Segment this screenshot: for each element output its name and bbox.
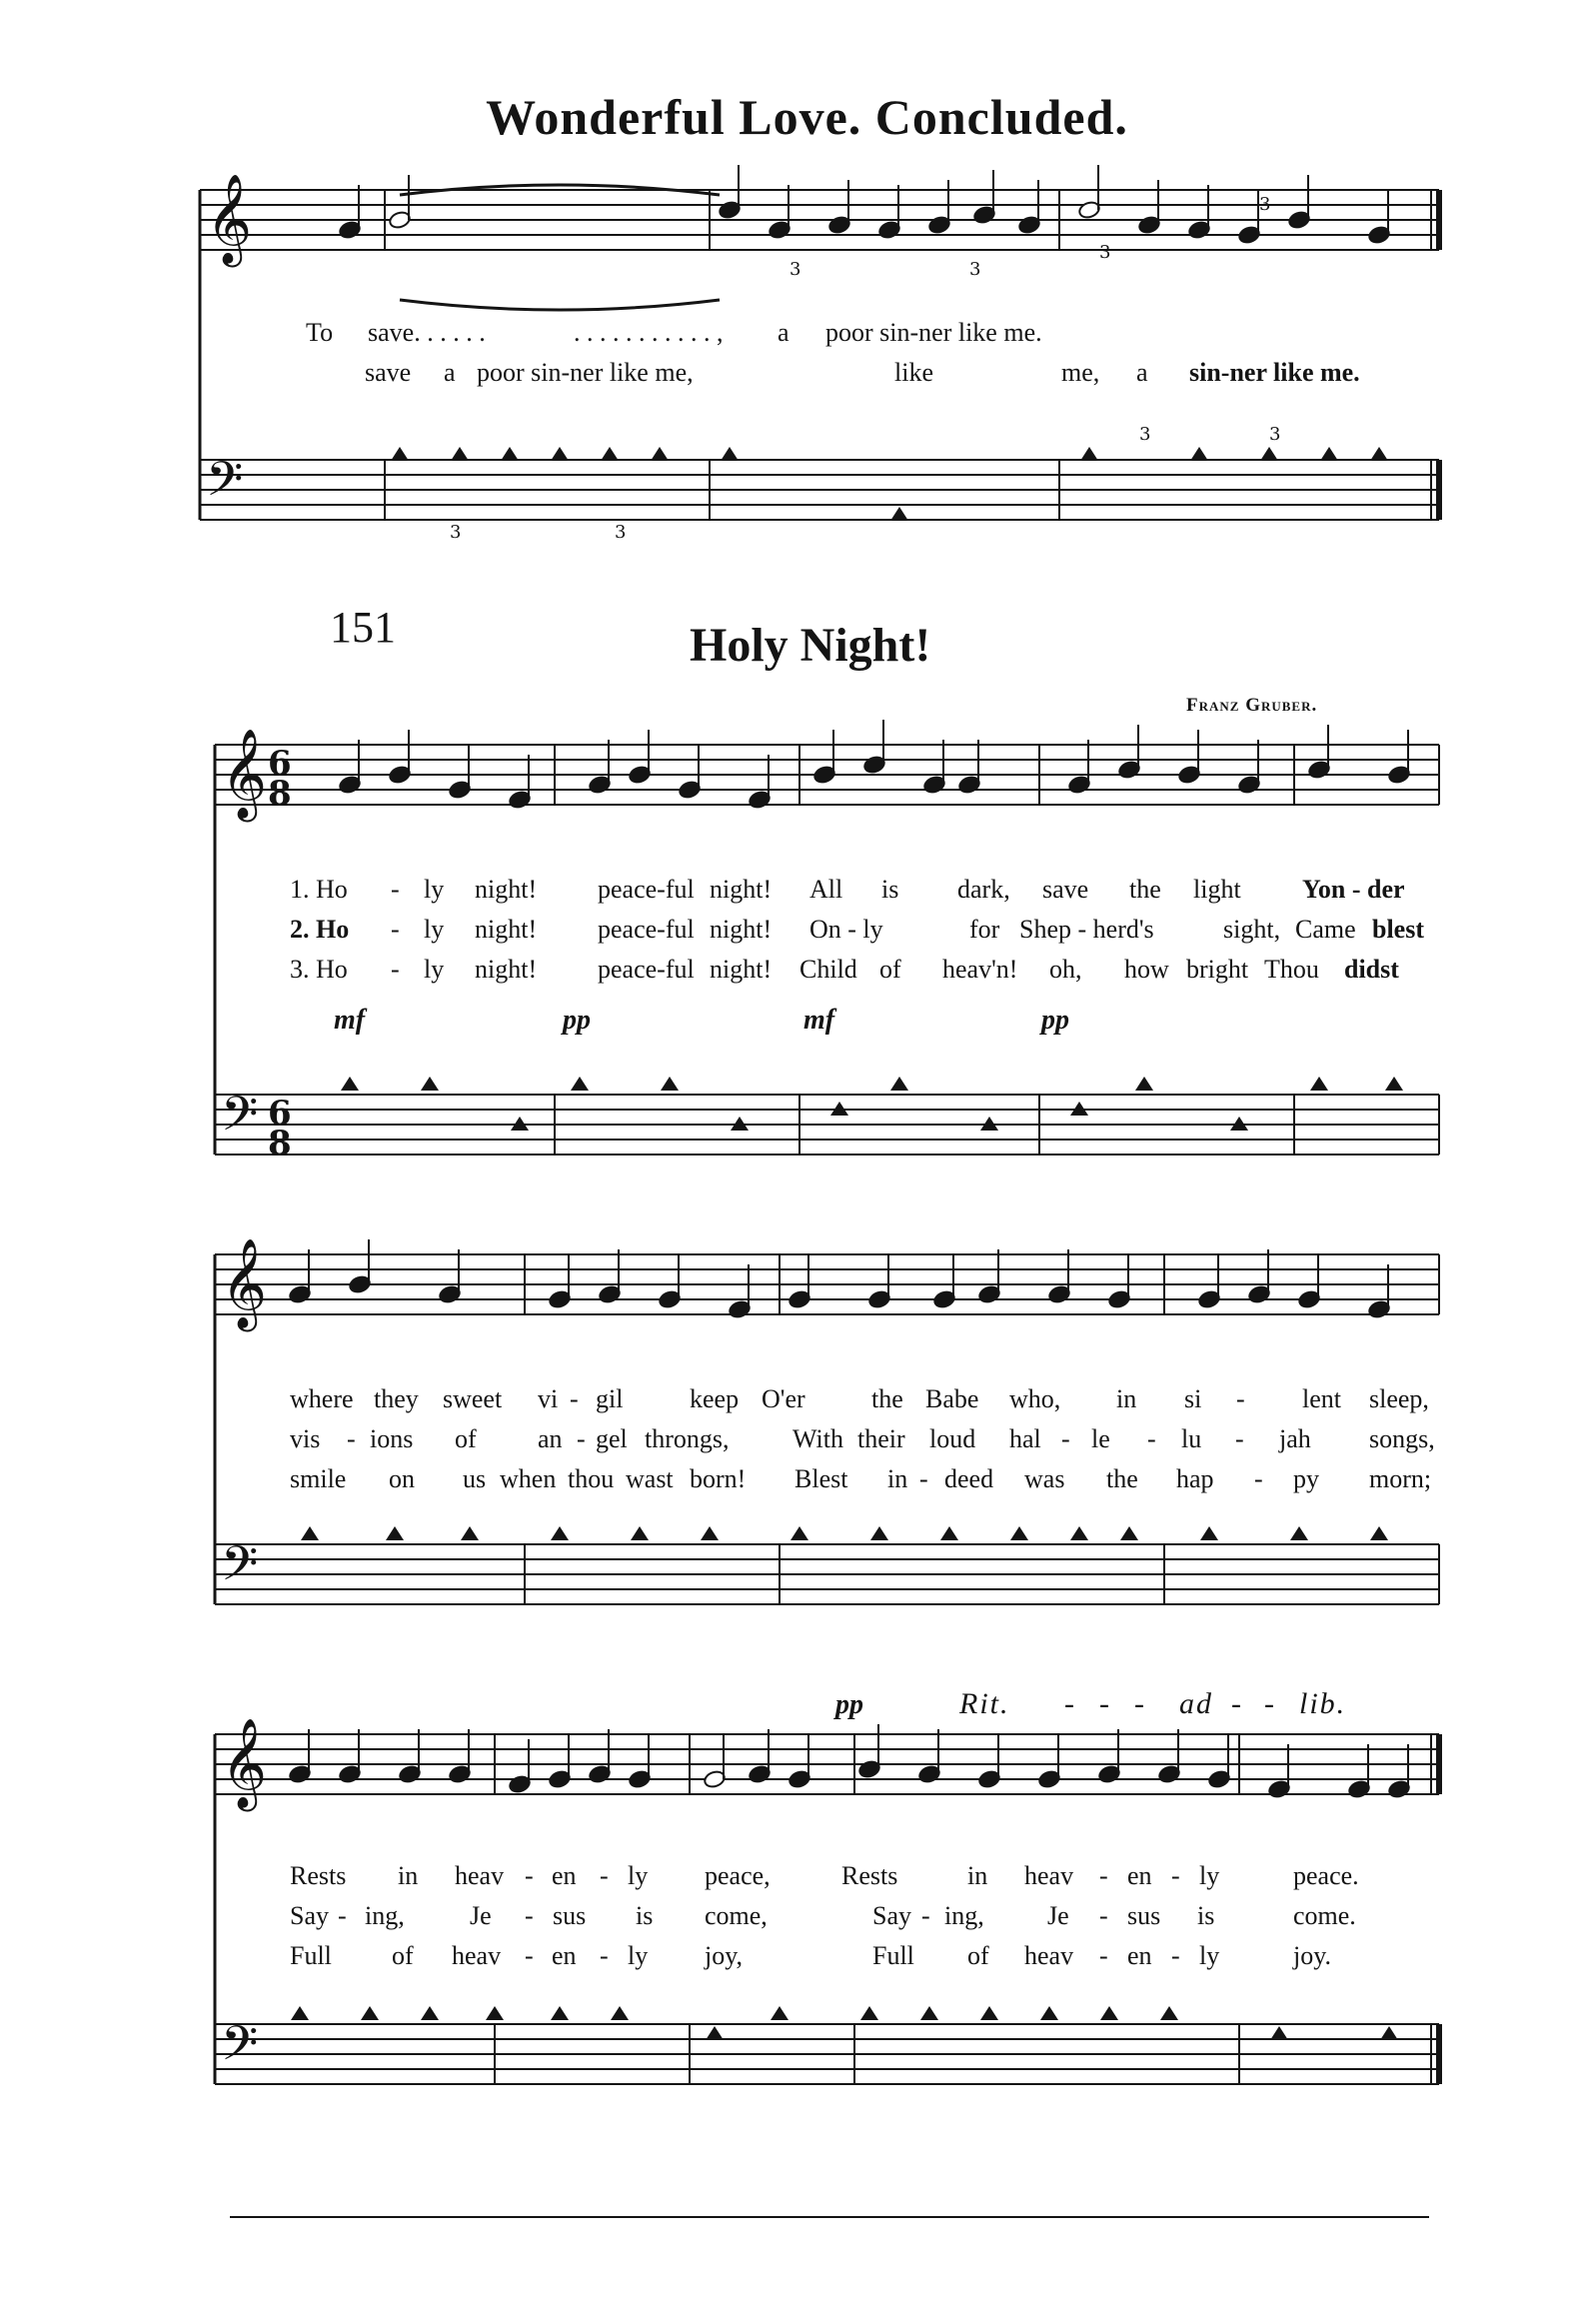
bass-note: [551, 447, 569, 461]
lyric-word: smile: [290, 1464, 347, 1493]
lyric-word: -: [525, 1901, 534, 1930]
lyric-word: Thou: [1264, 955, 1319, 984]
lyric-word: in: [887, 1464, 908, 1493]
lyric-word: ly: [628, 1861, 649, 1890]
treble-clef: 𝄞: [221, 1718, 268, 1808]
time-signature-top: 6: [268, 744, 292, 784]
lyric-word: of: [392, 1941, 414, 1970]
lyric-word: light: [1193, 875, 1241, 904]
lyric-word: -: [391, 955, 400, 984]
lyric-word: save. . . . . .: [368, 318, 486, 347]
bass-note: [706, 2026, 724, 2040]
lyric-word: -: [919, 1464, 928, 1493]
lyric-word: -: [1099, 1861, 1108, 1890]
lyric-word: a: [778, 318, 789, 347]
lyric-word: save: [1042, 875, 1089, 904]
lyric-word: they: [374, 1384, 419, 1413]
lyric-word: sus: [1127, 1901, 1161, 1930]
lyric-word: ly: [1199, 1861, 1220, 1890]
lyric-word: peace.: [1293, 1861, 1359, 1890]
bass-note: [301, 1526, 319, 1540]
bass-note: [551, 1526, 569, 1540]
lyric-word: poor sin-ner like me.: [825, 318, 1042, 347]
lyric-word: is: [881, 875, 899, 904]
lyric-word: 3. Ho: [290, 955, 348, 984]
triplet-mark: 3: [969, 259, 981, 280]
lyric-word: -: [600, 1941, 609, 1970]
bass-note: [1040, 2006, 1058, 2020]
lyric-word: en: [552, 1861, 577, 1890]
lyric-word: in: [1116, 1384, 1137, 1413]
lyric-word: night!: [710, 915, 773, 944]
page-title-wonderful-love: Wonderful Love. Concluded.: [486, 89, 1128, 145]
treble-clef: 𝄞: [206, 174, 253, 264]
lyric-word: Came: [1295, 915, 1356, 944]
bass-note: [486, 2006, 504, 2020]
lyric-word: On - ly: [809, 915, 883, 944]
lyric-word: -: [525, 1941, 534, 1970]
bass-note: [860, 2006, 878, 2020]
bass-note: [601, 447, 619, 461]
lyric-word: the: [1129, 875, 1161, 904]
lyric-word: Blest: [794, 1464, 848, 1493]
lyric-word: a: [444, 358, 456, 387]
triplet-mark: 3: [1099, 242, 1111, 263]
lyric-word: when: [500, 1464, 557, 1493]
lyric-word: -: [391, 875, 400, 904]
lyric-word: in: [967, 1861, 988, 1890]
lyric-word: lent: [1302, 1384, 1341, 1413]
bass-note: [501, 447, 519, 461]
dynamic-pp: pp: [835, 1689, 863, 1720]
lyric-word: who,: [1009, 1384, 1061, 1413]
lyric-word: -: [1099, 1941, 1108, 1970]
lyric-word: us: [463, 1464, 487, 1493]
lyric-word: peace,: [705, 1861, 771, 1890]
bass-note: [1120, 1526, 1138, 1540]
ritardando-dash: -: [1099, 1687, 1111, 1720]
lyric-word: for: [969, 915, 1000, 944]
bass-note: [611, 2006, 629, 2020]
lyric-word: is: [636, 1901, 654, 1930]
lyric-word: -: [577, 1424, 586, 1453]
lyric-word: lu: [1181, 1424, 1202, 1453]
lyric-word: blest: [1372, 915, 1424, 944]
lyric-word: -: [347, 1424, 356, 1453]
bass-clef: 𝄢: [221, 2015, 259, 2083]
bass-note: [421, 1077, 439, 1091]
bass-note: [1290, 1526, 1308, 1540]
lyric-word: -: [1061, 1424, 1070, 1453]
lyric-word: Child: [799, 955, 857, 984]
bass-note: [341, 1077, 359, 1091]
ad-libitum-marking: lib.: [1299, 1687, 1347, 1720]
bass-note: [1320, 447, 1338, 461]
lyric-word: Je: [470, 1901, 492, 1930]
lyric-word: loud: [929, 1424, 976, 1453]
lyric-word: night!: [475, 915, 538, 944]
lyric-word: is: [1197, 1901, 1215, 1930]
lyric-word: songs,: [1369, 1424, 1435, 1453]
ritardando-dash: -: [1064, 1687, 1076, 1720]
lyric-word: ly: [424, 955, 445, 984]
lyric-word: ions: [370, 1424, 414, 1453]
dynamic-pp: pp: [563, 1005, 591, 1036]
triplet-mark: 3: [1259, 194, 1271, 215]
bass-note: [771, 2006, 788, 2020]
time-signature-top: 6: [268, 1094, 292, 1134]
lyric-word: throngs,: [645, 1424, 730, 1453]
lyric-word: -: [525, 1861, 534, 1890]
ad-libitum-marking: ad: [1179, 1687, 1213, 1720]
lyric-word: 1. Ho: [290, 875, 348, 904]
lyric-word: -: [1147, 1424, 1156, 1453]
lyric-word: thou: [568, 1464, 615, 1493]
lyric-word: vi: [538, 1384, 559, 1413]
lyric-word: keep: [690, 1384, 740, 1413]
lyric-word: heav: [1024, 1861, 1074, 1890]
bass-note: [870, 1526, 888, 1540]
lyric-word: -: [338, 1901, 347, 1930]
lyric-word: born!: [690, 1464, 747, 1493]
lyric-word: night!: [710, 955, 773, 984]
bass-note: [721, 447, 739, 461]
bass-note: [890, 507, 908, 521]
lyric-word: Full: [290, 1941, 332, 1970]
lyric-word: -: [1254, 1464, 1263, 1493]
bass-note: [1310, 1077, 1328, 1091]
lyric-word: Babe: [925, 1384, 979, 1413]
bass-note: [1200, 1526, 1218, 1540]
lyric-word: -: [1171, 1861, 1180, 1890]
lyric-word: their: [857, 1424, 905, 1453]
bass-note: [1260, 447, 1278, 461]
lyric-word: -: [1236, 1384, 1245, 1413]
lyric-word: heav: [452, 1941, 502, 1970]
hymn-title: Holy Night!: [690, 619, 931, 672]
lyric-word: wast: [626, 1464, 674, 1493]
lyric-word: Shep - herd's: [1019, 915, 1154, 944]
lyric-word: ly: [628, 1941, 649, 1970]
lyric-word: joy,: [705, 1941, 744, 1970]
lyric-word: gel: [596, 1424, 628, 1453]
bass-note: [661, 1077, 679, 1091]
lyric-word: sight,: [1223, 915, 1281, 944]
bass-note: [571, 1077, 589, 1091]
lyric-word: Rests: [290, 1861, 347, 1890]
lyric-word: the: [871, 1384, 903, 1413]
lyric-word: ing,: [944, 1901, 984, 1930]
bass-note: [361, 2006, 379, 2020]
lyric-word: 2. Ho: [290, 915, 350, 944]
lyric-word: of: [879, 955, 901, 984]
lyric-word: ly: [1199, 1941, 1220, 1970]
lyric-word: come.: [1293, 1901, 1356, 1930]
lyric-word: morn;: [1369, 1464, 1432, 1493]
lyric-word: sleep,: [1369, 1384, 1429, 1413]
lyric-word: night!: [475, 875, 538, 904]
lyric-word: Yon - der: [1302, 875, 1405, 904]
lyric-word: in: [398, 1861, 419, 1890]
lyric-word: an: [538, 1424, 563, 1453]
lyric-word: deed: [944, 1464, 994, 1493]
bass-note: [386, 1526, 404, 1540]
bass-note: [1270, 2026, 1288, 2040]
bass-clef: 𝄢: [221, 1535, 259, 1603]
lyric-word: come,: [705, 1901, 768, 1930]
lyric-word: -: [1235, 1424, 1244, 1453]
lyric-word: le: [1091, 1424, 1110, 1453]
lyric-word: peace-ful: [598, 915, 695, 944]
bass-note: [551, 2006, 569, 2020]
bass-note: [701, 1526, 719, 1540]
lyric-word: O'er: [762, 1384, 805, 1413]
bass-note: [980, 2006, 998, 2020]
bass-clef: 𝄢: [221, 1086, 259, 1154]
lyric-word: poor sin-ner like me,: [477, 358, 694, 387]
triplet-mark: 3: [450, 522, 462, 543]
dynamic-mf: mf: [803, 1005, 835, 1036]
lyric-word: Rests: [841, 1861, 898, 1890]
lyric-word: py: [1293, 1464, 1319, 1493]
lyric-word: sweet: [443, 1384, 503, 1413]
bass-note: [1100, 2006, 1118, 2020]
triplet-mark: 3: [615, 522, 627, 543]
bass-note: [461, 1526, 479, 1540]
lyric-word: All: [809, 875, 843, 904]
triplet-mark: 3: [1139, 424, 1151, 445]
treble-clef: 𝄞: [221, 1238, 268, 1328]
composer-credit: Franz Gruber.: [1186, 695, 1318, 716]
lyric-word: Say: [872, 1901, 911, 1930]
lyric-word: of: [455, 1424, 477, 1453]
lyric-word: save: [365, 358, 412, 387]
lyric-word: peace-ful: [598, 875, 695, 904]
lyric-word: Say: [290, 1901, 329, 1930]
lyric-word: . . . . . . . . . . . ,: [574, 318, 724, 347]
lyric-word: didst: [1344, 955, 1399, 984]
lyric-word: on: [389, 1464, 415, 1493]
bass-note: [421, 2006, 439, 2020]
ritardando-marking: Rit.: [959, 1687, 1010, 1720]
lyric-word: gil: [596, 1384, 624, 1413]
bass-note: [790, 1526, 808, 1540]
lyric-word: Full: [872, 1941, 914, 1970]
lyric-word: vis: [290, 1424, 321, 1453]
lyric-word: ly: [424, 915, 445, 944]
ritardando-dash: -: [1264, 1687, 1276, 1720]
lyric-word: hal: [1009, 1424, 1041, 1453]
lyric-word: hap: [1176, 1464, 1214, 1493]
ritardando-dash: -: [1134, 1687, 1146, 1720]
lyric-word: jah: [1279, 1424, 1311, 1453]
lyric-word: With: [792, 1424, 843, 1453]
lyric-word: -: [391, 915, 400, 944]
bass-note: [1370, 1526, 1388, 1540]
bass-note: [1160, 2006, 1178, 2020]
bass-note: [651, 447, 669, 461]
bass-note: [631, 1526, 649, 1540]
lyric-word: dark,: [957, 875, 1010, 904]
bass-note: [1190, 447, 1208, 461]
lyric-word: sin-ner like me.: [1189, 358, 1360, 387]
bass-note: [1370, 447, 1388, 461]
triplet-mark: 3: [1269, 424, 1281, 445]
dynamic-mf: mf: [334, 1005, 366, 1036]
lyric-word: bright: [1186, 955, 1249, 984]
lyric-word: the: [1106, 1464, 1138, 1493]
time-signature-bottom: 8: [268, 1124, 292, 1163]
treble-clef: 𝄞: [221, 729, 268, 819]
lyric-word: heav: [1024, 1941, 1074, 1970]
triplet-mark: 3: [789, 259, 801, 280]
lyric-word: Je: [1047, 1901, 1069, 1930]
lyric-word: peace-ful: [598, 955, 695, 984]
bass-note: [890, 1077, 908, 1091]
bass-note: [451, 447, 469, 461]
lyric-word: en: [1127, 1941, 1152, 1970]
lyric-word: -: [921, 1901, 930, 1930]
bass-note: [1380, 2026, 1398, 2040]
lyric-word: how: [1124, 955, 1169, 984]
bass-note: [291, 2006, 309, 2020]
bass-note: [1080, 447, 1098, 461]
lyric-word: was: [1024, 1464, 1065, 1493]
lyric-word: like: [894, 358, 933, 387]
lyric-word: -: [600, 1861, 609, 1890]
lyric-word: sus: [553, 1901, 587, 1930]
lyric-word: en: [552, 1941, 577, 1970]
lyric-word: heav: [455, 1861, 505, 1890]
lyric-word: en: [1127, 1861, 1152, 1890]
lyric-word: ly: [424, 875, 445, 904]
lyric-word: -: [570, 1384, 579, 1413]
dynamic-pp: pp: [1041, 1005, 1069, 1036]
hymn-number: 151: [330, 603, 396, 652]
time-signature-bottom: 8: [268, 774, 292, 814]
bass-note: [920, 2006, 938, 2020]
bass-note: [1010, 1526, 1028, 1540]
lyric-word: -: [1099, 1901, 1108, 1930]
lyric-word: joy.: [1293, 1941, 1332, 1970]
lyric-word: where: [290, 1384, 354, 1413]
lyric-word: me,: [1061, 358, 1100, 387]
bass-note: [1135, 1077, 1153, 1091]
lyric-word: a: [1136, 358, 1148, 387]
ritardando-dash: -: [1231, 1687, 1243, 1720]
bass-note: [391, 447, 409, 461]
slur: [400, 300, 720, 310]
bass-note: [1070, 1526, 1088, 1540]
lyric-word: oh,: [1049, 955, 1082, 984]
lyric-word: To: [306, 318, 334, 347]
lyric-word: night!: [475, 955, 538, 984]
lyric-word: heav'n!: [942, 955, 1018, 984]
lyric-word: si: [1184, 1384, 1202, 1413]
lyric-word: ing,: [365, 1901, 405, 1930]
lyric-word: of: [967, 1941, 989, 1970]
bass-clef: 𝄢: [206, 451, 244, 519]
bass-note: [1385, 1077, 1403, 1091]
lyric-word: -: [1171, 1941, 1180, 1970]
lyric-word: night!: [710, 875, 773, 904]
bass-note: [940, 1526, 958, 1540]
